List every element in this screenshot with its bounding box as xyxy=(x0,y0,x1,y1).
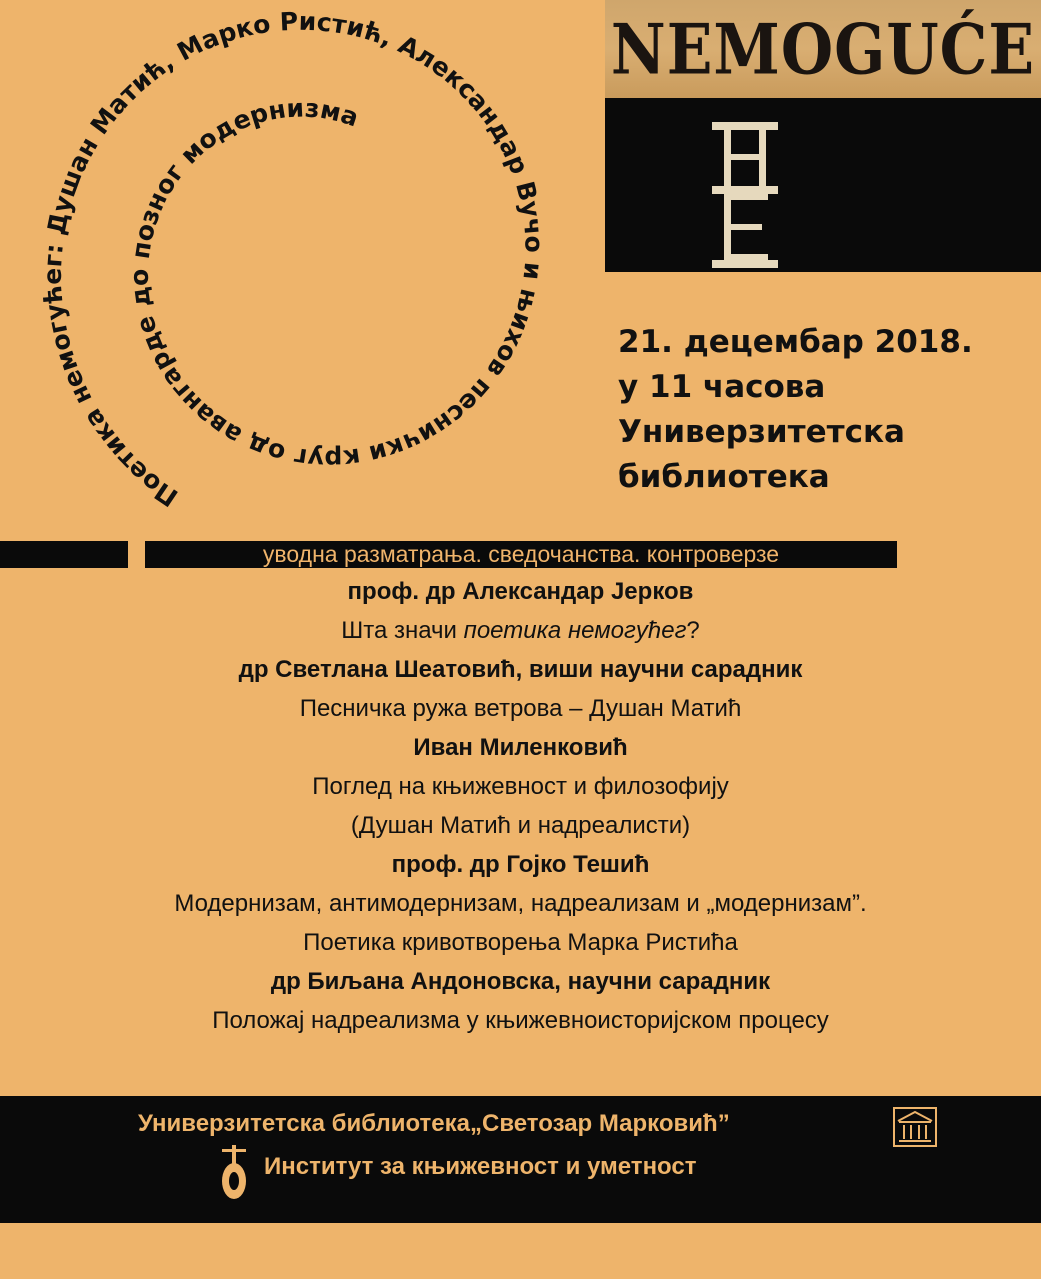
cover-title: NEMOGUĆE xyxy=(610,10,1036,91)
cover-image xyxy=(605,0,1041,272)
talk-title: Песничка ружа ветрова – Душан Матић xyxy=(299,695,742,722)
talk-title-cont: Поетика кривотворења Марка Ристића xyxy=(303,929,738,956)
speaker-name: др Светлана Шеатовић, виши научни сарадник xyxy=(238,656,803,683)
speaker-name: проф. др Александар Јерков xyxy=(347,578,694,605)
event-venue-line2: библиотека xyxy=(618,459,830,495)
talk-title: Поглед на књижевност и филозофију xyxy=(312,773,729,800)
svg-text:Поетика немогућег: Душан Матић xyxy=(38,7,549,513)
spiral-title xyxy=(0,0,620,600)
talk-title: Шта значи поетика немогућег? xyxy=(341,617,700,644)
event-venue-line1: Универзитетска xyxy=(618,414,905,450)
library-building-icon xyxy=(893,1107,937,1147)
speaker-name: др Биљана Андоновска, научни сарадник xyxy=(270,968,771,995)
speaker-name: проф. др Гојко Тешић xyxy=(391,851,650,878)
speaker-name: Иван Миленковић xyxy=(413,734,628,761)
talk-title: Положај надреализма у књижевноисторијском процесу xyxy=(212,1007,829,1034)
program-list xyxy=(0,572,1041,1040)
cover-title-band xyxy=(605,0,1041,98)
talk-title: Модернизам, антимодернизам, надреализам и „модернизам”. xyxy=(174,890,867,917)
event-date: 21. децембар 2018. xyxy=(618,324,973,360)
event-details xyxy=(618,320,973,500)
event-time: у 11 часова xyxy=(618,369,826,405)
ne-emblem-icon xyxy=(710,122,780,268)
program-subtitle: уводна разматрања. сведочанства. контроверзе xyxy=(145,541,897,568)
institute-logo-icon xyxy=(214,1141,254,1203)
stripe-left-bar xyxy=(0,541,128,568)
spiral-title-text: Поетика немогућег: Душан Матић, Марко Ристић, Александар Вучо и њихов песнички круг од авангарде до позног модернизма xyxy=(37,6,549,513)
talk-title-cont: (Душан Матић и надреалисти) xyxy=(350,812,691,839)
footer xyxy=(0,1096,1041,1223)
cover-emblem-band xyxy=(605,98,1041,272)
organizer-institute: Институт за књижевност и уметност xyxy=(264,1153,697,1180)
organizer-library: Универзитетска библиотека„Светозар Марковић” xyxy=(138,1110,730,1137)
